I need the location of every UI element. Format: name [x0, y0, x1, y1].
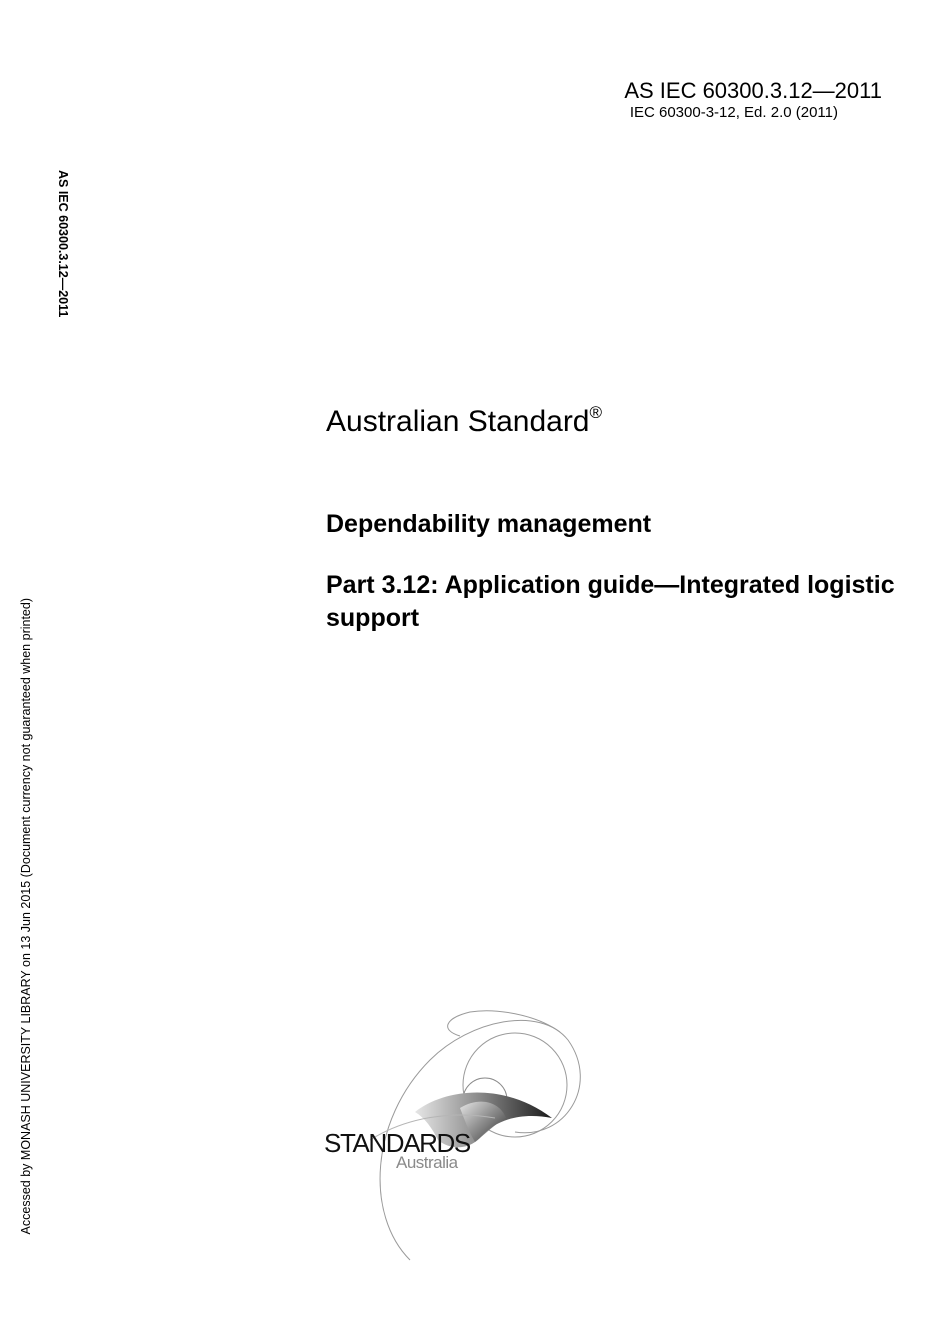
standards-australia-logo	[310, 1000, 600, 1270]
standard-number: AS IEC 60300.3.12—2011	[624, 78, 882, 103]
brand-title	[326, 402, 602, 442]
spine-label: AS IEC 60300.3.12—2011	[56, 170, 70, 318]
document-subtitle: Part 3.12: Application guide—Integrated logistic support	[326, 571, 895, 632]
logo-sub-text: Australia	[396, 1153, 458, 1172]
brand-title-text: Australian Standard	[326, 405, 590, 438]
access-margin-note: Accessed by MONASH UNIVERSITY LIBRARY on 13 Jun 2015 (Document currency not guaranteed when printed)	[19, 598, 33, 1235]
registered-mark: ®	[589, 403, 603, 422]
swirl-logo-icon	[310, 1000, 600, 1270]
iec-reference: IEC 60300-3-12, Ed. 2.0 (2011)	[629, 104, 838, 121]
logo-main-text: STANDARDS	[324, 1128, 470, 1158]
document-title: Dependability management	[326, 510, 652, 538]
